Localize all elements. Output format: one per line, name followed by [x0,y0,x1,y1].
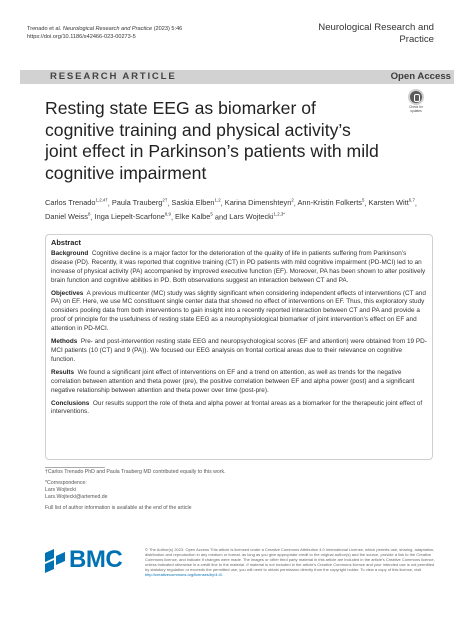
journal-name: Neurological Research and Practice [318,22,434,45]
citation-year: (2023) 5:46 [153,26,183,32]
author[interactable]: Lars Wojtecki$^{1,2,3*}$ [229,211,286,222]
abstract-objectives: Objectives A previous multicenter (MC) study was slightly significant when considering independent effects of interventions (CT and PA) on EF. Here, we use MC constituent single center data that showed no effect of interventions on EF. Thus, this exploratory study considers pooling data from both interventions to gain insight into a recently reported interaction between CT and PA and provide a proof of principle for the usefulness of resting state EEG as a neurophysiological biomarker of joint intervention’s effect on EF and attention in PD-MCI. [51,289,426,333]
equal-contribution-note: †Carlos Trenado PhD and Paula Trauberg MD contributed equally to this work. [45,469,226,475]
bmc-logo-icon [45,549,65,574]
article-type-banner [20,70,454,84]
check-updates-label: Check for updates [409,105,423,113]
author[interactable]: Ann-Kristin Folkerts$^5$ [297,198,365,208]
author[interactable]: Carlos Trenado$^{1,2,4\dagger}$ [45,198,108,208]
citation-authors: Trenado et al. [27,26,62,32]
license-text: © The Author(s) 2023. Open Access This article is licensed under a Creative Commons Attribution 4.0 International License, which permits use, sharing, adaptation, distribution and reproduction in any medium or format, as long as you give appropriate credit to the original author(s) and the source, provide a link to the Creative Commons licence, and indicate if changes were made. The images or other third party material in this article are included in the article’s Creative Commons licence, unless indicated otherwise in a credit line to the material. If material is not included in the article’s Creative Commons licence and your intended use is not permitted by statutory regulation or exceeds the permitted use, you will need to obtain permission directly from the copyright holder. To view a copy of this licence, visit http://creativecommons.org/licenses/by/4.0/. [145,547,435,578]
author-list: Carlos Trenado$^{1,2,4\dagger}$, Paula Trauberg$^{2\dagger}$, Saskia Elben$^{1,2}$, Karina Dimenshteyn$^2$, Ann-Kristin Folkerts$^5$, Karsten Witt$^{6,7}$, Daniel Weiss$^8$, Inga Liepelt-Scarfone$^{8,9}$, Elke Kalbe$^5$ and Lars Wojtecki$^{1,2,3*}$ [45,198,417,222]
correspondence-name: Lars Wojtecki [45,486,77,493]
correspondence-email[interactable]: Lars.Wojtecki@artemed.de [45,493,108,500]
full-list-note: Full list of author information is available at the end of the article [45,504,192,511]
abstract-methods: Methods Pre- and post-intervention resting state EEG and neuropsychological scores (EF and attention) were obtained from 19 PD-MCI patients (10 (CT) and 9 (PA)). We focused our EEG analysis on frontal cortical areas due to their relevance on cognitive function. [51,338,427,363]
author[interactable]: Karina Dimenshteyn$^2$ [224,198,294,208]
abstract-conclusions: Conclusions Our results support the role of theta and alpha power at frontal areas as a biomarker for the therapeutic joint effect of interventions. [51,399,423,416]
author[interactable]: Karsten Witt$^{6,7}$ [368,198,415,208]
footnotes [45,469,245,516]
correspondence: *Correspondence: Lars Wojtecki Lars.Wojtecki@artemed.de [45,479,108,500]
bmc-logo[interactable] [45,545,131,579]
author[interactable]: Paula Trauberg$^{2\dagger}$ [111,198,168,208]
citation-block [27,25,182,41]
check-for-updates-button[interactable] [404,89,428,113]
author[interactable]: Saskia Elben$^{1,2}$ [171,198,221,208]
article-title: Resting state EEG as biomarker of cognitive training and physical activity’s joint effect in Parkinson’s patients with mild cognitive impairment [45,98,379,183]
abstract-box [45,234,433,460]
bmc-logo-text: BMC [69,546,123,573]
author[interactable]: Daniel Weiss$^8$ [45,211,91,222]
doi-link[interactable]: https://doi.org/10.1186/s42466-023-00273-5 [27,34,136,40]
license-link[interactable]: http://creativecommons.org/licenses/by/4.0/. [145,572,224,578]
open-access-label: Open Access [390,71,451,82]
author[interactable]: Inga Liepelt-Scarfone$^{8,9}$ [94,211,171,222]
abstract-results: Results We found a significant joint effect of interventions on EF and a trend on attention, as well as trends for the negative correlation between attention and theta power (pre), the positive correlation between EF and alpha power (post) and a significant negative relationship between attention and theta power over time (post-pre). [51,368,415,394]
abstract-heading: Abstract [51,238,81,247]
check-updates-icon [408,89,424,105]
author[interactable]: Elke Kalbe$^5$ [175,211,213,222]
article-type-label: RESEARCH ARTICLE [50,71,177,82]
citation-journal: Neurological Research and Practice [62,26,153,32]
footnote-divider [45,467,105,468]
abstract-background: Background Cognitive decline is a major factor for the deterioration of the quality of life in patients suffering from Parkinson’s disease (PD). Recently, it was reported that cognitive training (CT) in PD patients with mild cognitive impairment (PD-MCI) led to an increase of physical activity (PA) accompanied by improved executive function (EF). Moreover, PA has been shown to alter positively brain function and cognitive abilities in PD. Both observations suggest an interaction between CT and PA. [51,249,426,284]
citation-line [27,25,182,33]
